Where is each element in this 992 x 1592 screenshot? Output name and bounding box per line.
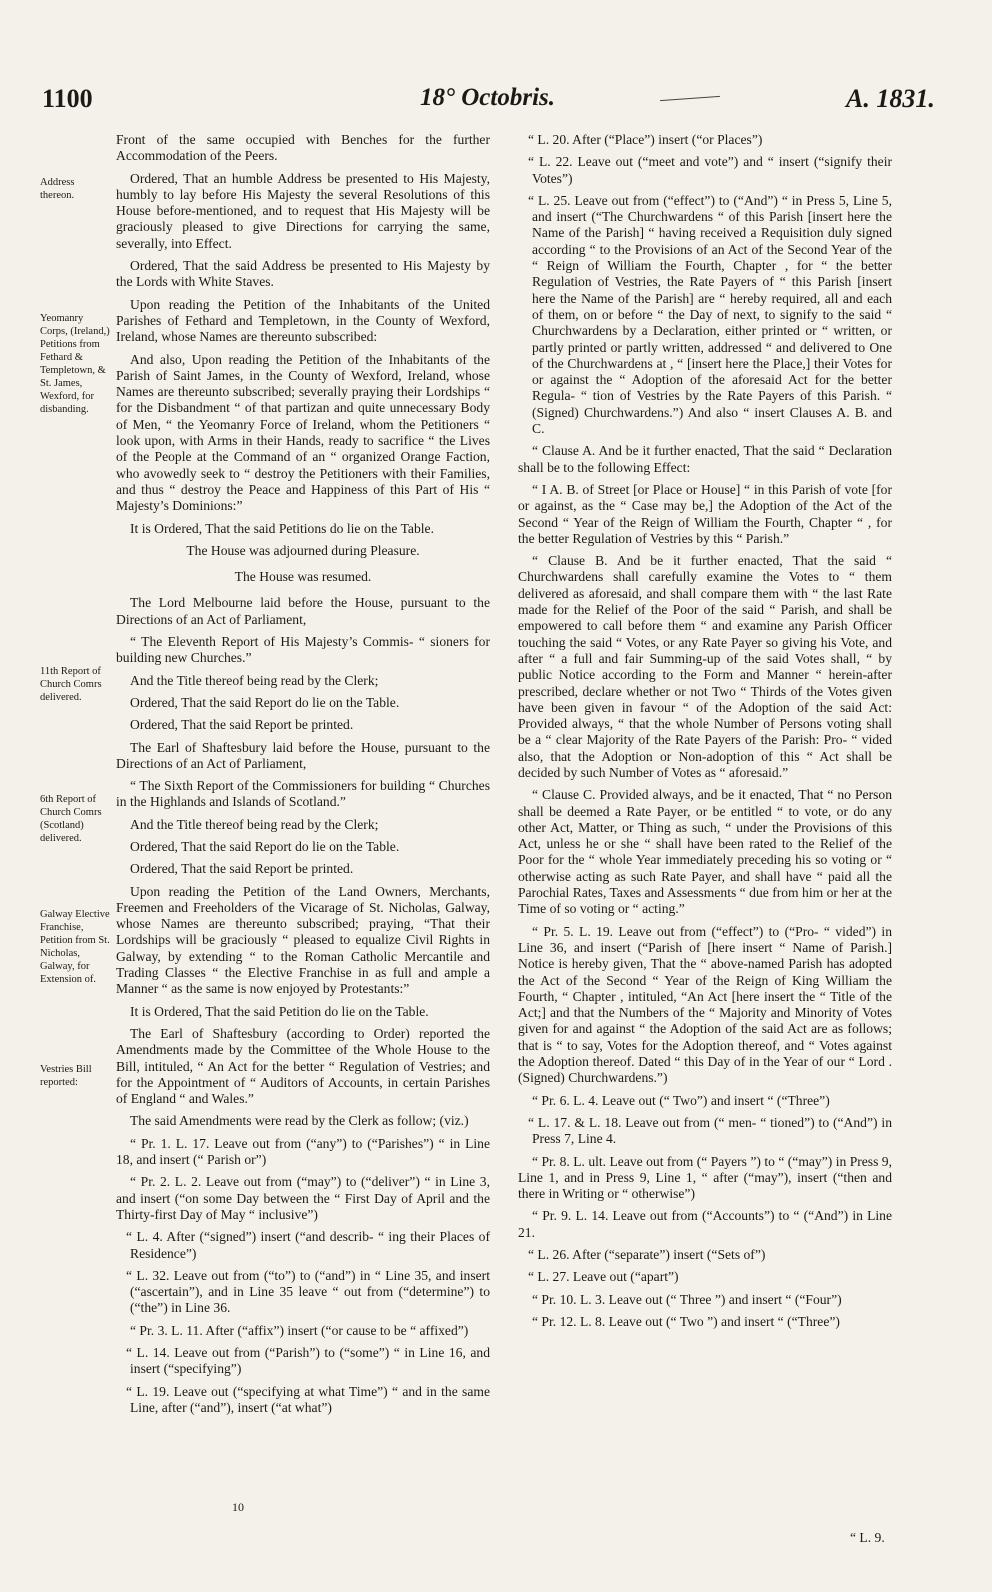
clause: “ Clause C. Provided always, and be it enacted, That “ no Person shall be deemed a Rate Payer, or be entitled “ to vote, or do any other Act, Matter, or Thing as such, “ under the Provisions of this Act, unless he or she “ shall have been rated to the Relief of the Poor for the “ whole Year immediately preceding his so voting or “ otherwise acting as such Rate Payer, and shall have “ paid all the Parochial Rates, Taxes and Assessments “ due from him or her at the Time of so voting or “ acting.” bbox=[518, 787, 892, 917]
paragraph: Ordered, That the said Report do lie on the Table. bbox=[130, 694, 400, 710]
amendment: “ Pr. 12. L. 8. Leave out (“ Two ”) and insert “ (“Three”) bbox=[532, 1313, 840, 1329]
header-rule bbox=[660, 96, 720, 101]
paragraph: The Earl of Shaftesbury (according to Order) reported the Amendments made by the Committee of the Whole House to the Bill, intituled, “ An Act for the better “ Regulation of Vestries; and for the Appointment of “ Auditors of Accounts, in certain Parishes of England “ and Wales.” bbox=[116, 1025, 490, 1107]
proceeding-note: The House was adjourned during Pleasure. bbox=[186, 542, 420, 558]
header-date: 18° Octobris. bbox=[420, 84, 555, 111]
amendment: “ L. 14. Leave out from (“Parish”) to (“some”) “ in Line 16, and insert (“specifying”) bbox=[126, 1345, 490, 1377]
paragraph: The Earl of Shaftesbury laid before the House, pursuant to the Directions of an Act of Parliament, bbox=[116, 739, 490, 771]
paragraph: Ordered, That an humble Address be presented to His Majesty, humbly to lay before His Majesty the several Resolutions of this House before-mentioned, and to request that His Majesty will be graciously pleased to give Directions for carrying the same, severally, into Effect. bbox=[116, 170, 490, 251]
right-column bbox=[518, 132, 892, 1552]
paragraph: The said Amendments were read by the Clerk as follow; (viz.) bbox=[130, 1113, 469, 1129]
catchword: “ L. 9. bbox=[850, 1530, 885, 1545]
paragraph: It is Ordered, That the said Petition do lie on the Table. bbox=[130, 1003, 429, 1019]
amendment: “ L. 27. Leave out (“apart”) bbox=[528, 1269, 679, 1285]
amendment: “ Pr. 10. L. 3. Leave out (“ Three ”) and insert “ (“Four”) bbox=[532, 1291, 842, 1307]
clause: “ Clause B. And be it further enacted, That the said “ Churchwardens shall carefully examine the Votes to “ them delivered as aforesaid, and shall compare them with “ the last Rate made for the Relief of the Poor of the said “ Parish, and shall be empowered to call before them “ and examine any Parish Officer touching the said “ Votes, or any Rate Payer so giving his Vote, and after “ a full and fair Summing-up of the said Votes shall, “ by public Notice according to the Form and Manner “ herein-after prescribed, declare whether or not Two “ Thirds of the Votes given have been given in favour “ of the Adoption of the said Act: Provided always, “ that the whole Number of Persons voting shall be a “ clear Majority of the Rate Payers of the Parish: Pro- “ vided also, that the Adoption or Non-adoption of this “ Act shall be decided by such Number of Votes as “ aforesaid.” bbox=[518, 553, 892, 780]
paragraph: Upon reading the Petition of the Inhabitants of the United Parishes of Fethard and Templetown, in the County of Wexford, Ireland, whose Names are thereunto subscribed: bbox=[116, 296, 490, 345]
header-year: A. 1831. bbox=[846, 84, 935, 113]
amendment: “ L. 25. Leave out from (“effect”) to (“And”) “ in Press 5, Line 5, and insert (“The Churchwardens “ of this Parish [insert here the Name of the Parish] “ having received a Requisition duly signed according “ to the Provisions of an Act of the Second Year of the “ Reign of William the Fourth, Chapter , for “ the better Regulation of Vestries, the Rate Payers of “ this Parish [insert here the Name of the Parish] are “ hereby required, all and each of them, on or before “ the Day of next, to signify to the said “ Churchwardens by a Declaration, either printed or “ written, or partly printed or partly written, addressed “ and delivered to One of the Churchwardens at , “ [insert here the Place,] their Votes for or against the “ Adoption of the aforesaid Act for the better Regula- “ tion of Vestries by the Rate Payers of this Parish. “ (Signed) Churchwardens.”) And also “ insert Clauses A. B. and C. bbox=[528, 192, 892, 437]
amendment: “ Pr. 6. L. 4. Leave out (“ Two”) and insert “ (“Three”) bbox=[532, 1092, 830, 1108]
paragraph: Ordered, That the said Address be presented to His Majesty by the Lords with White Staves. bbox=[116, 258, 490, 290]
amendment: “ Pr. 8. L. ult. Leave out from (“ Payers ”) to “ (“may”) in Press 9, Line 1, and in Press 9, Line 1, “ after (“may”), insert (“then and there in Writing or “ otherwise”) bbox=[518, 1153, 892, 1202]
signature-mark: 10 bbox=[232, 1500, 244, 1514]
proceeding-note: The House was resumed. bbox=[234, 569, 372, 585]
page-number: 1100 bbox=[42, 84, 93, 113]
paragraph: And the Title thereof being read by the Clerk; bbox=[130, 816, 379, 832]
margin-note: 11th Report of Church Comrs delivered. bbox=[40, 666, 102, 703]
amendment: “ L. 17. & L. 18. Leave out from (“ men- “ tioned”) to (“And”) in Press 7, Line 4. bbox=[528, 1114, 892, 1147]
amendment: “ L. 32. Leave out from (“to”) to (“and”) in “ Line 35, and insert (“ascertain”), and in Line 35 leave “ out from (“determine”) to (“the”) in Line 36. bbox=[126, 1267, 490, 1316]
margin-note: Galway Elective Franchise, Petition from St. Nicholas, Galway, for Extension of. bbox=[40, 909, 110, 985]
paragraph: Upon reading the Petition of the Land Owners, Merchants, Freemen and Freeholders of the Vicarage of St. Nicholas, Galway, whose Names are thereunto subscribed; praying, “That their Lordships will be graciously “ pleased to equalize Civil Rights in Galway, by extending “ to the Roman Catholic Mercantile and Trading Classes “ the Elective Franchise in as full and ample a Manner “ as the same is now enjoyed by Protestants:” bbox=[116, 883, 490, 997]
amendment: “ Pr. 3. L. 11. After (“affix”) insert (“or cause to be “ affixed”) bbox=[130, 1322, 469, 1338]
clause: “ I A. B. of Street [or Place or House] “ in this Parish of vote [for or against, as the “ Case may be,] the Adoption of the Act of the Second “ Year of the Reign of William the Fourth, Chapter “ , for the better Regulation of Vestries by this “ Parish.” bbox=[518, 481, 892, 546]
margin-note: 6th Report of Church Comrs (Scotland) delivered. bbox=[40, 794, 102, 844]
paragraph: Ordered, That the said Report do lie on the Table. bbox=[130, 838, 400, 854]
amendment: “ Pr. 2. L. 2. Leave out from (“may”) to (“deliver”) “ in Line 3, and insert (“on some Day between the “ First Day of April and the Thirty-first Day of May “ inclusive”) bbox=[116, 1174, 490, 1222]
margin-note: Address thereon. bbox=[40, 177, 75, 201]
margin-note: Vestries Bill reported: bbox=[40, 1064, 92, 1088]
amendment: “ Pr. 5. L. 19. Leave out from (“effect”) to (“Pro- “ vided”) in Line 36, and insert (“Parish of [here insert “ Name of Parish.] Notice is hereby given, That the “ above-named Parish has adopted the Act of the Second “ Year of the Reign of King William the Fourth, “ Chapter , intituled, “An Act [here insert the “ Title of the Act;] and that the Numbers of the “ Majority and Minority of Votes given for and against “ the Adoption of the said Act are as follows; that is “ to say, Votes for the Adoption thereof, and “ Votes against the Adoption thereof. Dated “ this Day of in the Year of our “ Lord . (Signed) Churchwardens.”) bbox=[518, 923, 892, 1086]
paragraph: Front of the same occupied with Benches for the further Accommodation of the Peers. bbox=[116, 132, 490, 164]
paragraph: Ordered, That the said Report be printed. bbox=[130, 861, 354, 877]
page-header bbox=[0, 84, 992, 124]
amendment: “ L. 4. After (“signed”) insert (“and describ- “ ing their Places of Residence”) bbox=[126, 1229, 490, 1261]
left-column bbox=[116, 132, 490, 1552]
amendment: “ Pr. 9. L. 14. Leave out from (“Accounts”) to “ (“And”) in Line 21. bbox=[518, 1208, 892, 1240]
paragraph: And the Title thereof being read by the Clerk; bbox=[130, 672, 379, 688]
amendment: “ L. 19. Leave out (“specifying at what Time”) “ and in the same Line, after (“and”), insert (“at what”) bbox=[126, 1383, 490, 1415]
amendment: “ L. 20. After (“Place”) insert (“or Places”) bbox=[528, 132, 763, 147]
amendment: “ L. 22. Leave out (“meet and vote”) and “ insert (“signify their Votes”) bbox=[528, 154, 892, 186]
margin-note: Yeomanry Corps, (Ireland,) Petitions from Fethard & Templetown, & St. James, Wexford, for disbanding. bbox=[40, 313, 110, 415]
paragraph: The Lord Melbourne laid before the House, pursuant to the Directions of an Act of Parliament, bbox=[116, 595, 490, 627]
paragraph: It is Ordered, That the said Petitions do lie on the Table. bbox=[130, 520, 434, 536]
paragraph: “ The Sixth Report of the Commissioners for building “ Churches in the Highlands and Islands of Scotland.” bbox=[116, 778, 490, 810]
amendment: “ Pr. 1. L. 17. Leave out from (“any”) to (“Parishes”) “ in Line 18, and insert (“ Parish or”) bbox=[116, 1135, 490, 1168]
paragraph: And also, Upon reading the Petition of the Inhabitants of the Parish of Saint James, in the County of Wexford, Ireland, whose Names are thereunto subscribed; severally praying their Lordships “ for the Disbandment “ of that partizan and quite unnecessary Body of Men, “ the Yeomanry Force of Ireland, whom the Petitioners “ look upon, with Arms in their Hands, ready to sacrifice “ the Lives of the People at the Command of an “ organized Orange Faction, who avowedly seek to “ destroy the Petitioners with their Families, and thus “ destroy the Peace and Happiness of this Part of His “ Majesty’s Dominions:” bbox=[116, 351, 490, 514]
paragraph: “ The Eleventh Report of His Majesty’s Commis- “ sioners for building new Churches.” bbox=[116, 634, 490, 666]
amendment: “ L. 26. After (“separate”) insert (“Sets of”) bbox=[528, 1247, 766, 1262]
clause: “ Clause A. And be it further enacted, That the said “ Declaration shall be to the following Effect: bbox=[518, 443, 892, 475]
paragraph: Ordered, That the said Report be printed. bbox=[130, 717, 354, 733]
